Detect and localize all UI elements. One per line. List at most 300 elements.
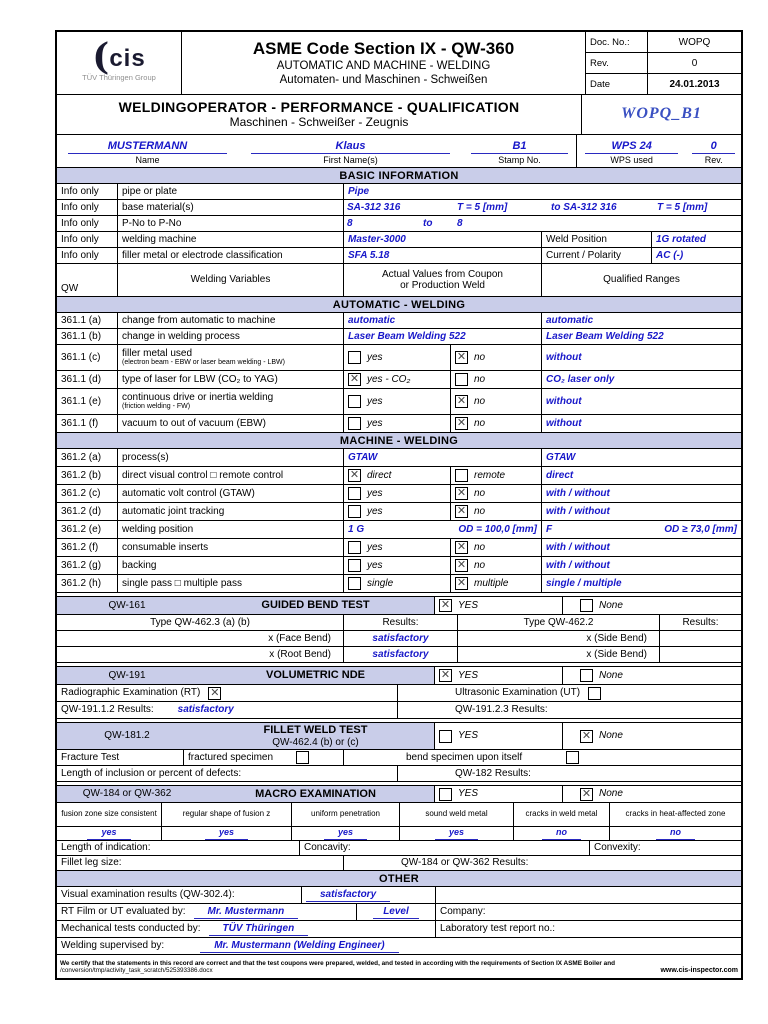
no-cell — [450, 539, 541, 556]
name-field[interactable]: MUSTERMANN — [68, 140, 227, 154]
qw-column-header: QW — [61, 282, 79, 294]
company-label: Company: — [435, 904, 741, 920]
bend-specimen-label: x (Side Bend) — [457, 647, 659, 662]
macro-criterion: sound weld metal — [399, 803, 513, 826]
nde-method-row — [57, 684, 741, 701]
mechanical-tests-value[interactable]: TÜV Thüringen — [209, 922, 309, 936]
yes-checkbox[interactable] — [439, 788, 452, 801]
rt-label: Radiographic Examination (RT) — [61, 687, 201, 699]
wps-rev-label: Rev. — [704, 154, 723, 165]
none-label: None — [599, 788, 623, 800]
website-link[interactable]: www.cis-inspector.com — [660, 966, 738, 974]
single-label: single — [367, 577, 394, 589]
wps-rev-field[interactable]: 0 — [692, 140, 735, 154]
qualified-position[interactable]: F — [546, 523, 553, 535]
yes-label: yes — [367, 541, 383, 553]
welding-supervised-row — [57, 937, 741, 954]
form-row-361-1-d — [57, 370, 741, 388]
yes-checkbox[interactable] — [348, 395, 361, 408]
qualified-range[interactable]: GTAW — [541, 449, 741, 466]
variable-label: automatic volt control (GTAW) — [117, 485, 343, 502]
remote-cell — [450, 467, 541, 484]
section-machine-welding: MACHINE - WELDING — [57, 432, 741, 448]
form-row-361-2-f — [57, 538, 741, 556]
yes-checkbox[interactable] — [439, 599, 452, 612]
yes-cell — [434, 667, 562, 684]
actual-values-column-header — [343, 264, 541, 296]
footer-line — [60, 967, 738, 974]
nde-results-row — [57, 701, 741, 718]
basic-row-pno — [57, 215, 741, 231]
heading-block — [57, 95, 581, 134]
variable-label: process(s) — [117, 449, 343, 466]
basic-row-filler-metal — [57, 247, 741, 263]
yes-checkbox[interactable] — [348, 373, 361, 386]
yes-cell — [343, 345, 450, 370]
logo-block — [57, 32, 181, 94]
name-label: Name — [135, 154, 160, 165]
info-only-tag: Info only — [61, 217, 99, 229]
form-row-361-1-c — [57, 344, 741, 370]
welding-supervised-cell — [57, 938, 741, 954]
wps-used-cell — [577, 135, 686, 167]
section-subtitle: QW-462.4 (b) or (c) — [272, 736, 359, 748]
no-checkbox[interactable] — [455, 541, 468, 554]
mechanical-tests-cell — [57, 921, 435, 937]
section-title: VOLUMETRIC NDE — [197, 667, 434, 684]
header-row — [57, 32, 741, 94]
remote-checkbox[interactable] — [455, 469, 468, 482]
no-checkbox[interactable] — [455, 417, 468, 430]
section-other: OTHER — [57, 870, 741, 886]
level-cell — [356, 904, 435, 920]
ut-label: Ultrasonic Examination (UT) — [455, 687, 581, 699]
qualified-range[interactable]: single / multiple — [541, 575, 741, 592]
macro-criterion: regular shape of fusion z — [161, 803, 291, 826]
empty-cell — [435, 887, 741, 903]
remote-label: remote — [474, 469, 506, 481]
welding-supervised-value[interactable]: Mr. Mustermann (Welding Engineer) — [200, 939, 398, 953]
macro-results-label: QW-184 or QW-362 Results: — [343, 856, 741, 870]
yes-label: yes — [367, 351, 383, 363]
bend-type-row — [57, 614, 741, 630]
form-row-361-2-h — [57, 574, 741, 592]
qualified-range[interactable]: with / without — [541, 485, 741, 502]
section-ref: QW-181.2 — [57, 723, 197, 749]
form-row-361-1-e — [57, 388, 741, 414]
qualified-range-cell — [541, 521, 741, 538]
wps-cell — [576, 135, 741, 167]
mechanical-tests-label: Mechanical tests conducted by: — [61, 923, 201, 935]
basic-row-base-material — [57, 199, 741, 215]
macro-value-cell — [609, 827, 741, 840]
current-polarity-value[interactable]: AC (-) — [651, 248, 741, 263]
variable-sublabel: (electron beam - EBW or laser beam welding - LBW) — [122, 359, 285, 367]
rt-evaluated-value[interactable]: Mr. Mustermann — [194, 905, 299, 919]
convexity-label: Convexity: — [589, 841, 741, 855]
macro-value[interactable]: yes — [205, 827, 248, 840]
rt-evaluated-row — [57, 903, 741, 920]
fracture-test-label: Fracture Test — [61, 751, 120, 763]
macro-value-cell — [57, 827, 161, 840]
yes-label: yes — [367, 559, 383, 571]
yes-label: yes - CO₂ — [367, 373, 411, 385]
qw182-results-label: QW-182 Results: — [397, 766, 741, 781]
document-title: ASME Code Section IX - QW-360 — [252, 39, 515, 58]
no-cell — [450, 345, 541, 370]
macro-fillet-row — [57, 855, 741, 870]
actual-value[interactable]: automatic — [343, 313, 541, 328]
none-checkbox[interactable] — [580, 669, 593, 682]
no-checkbox[interactable] — [455, 559, 468, 572]
rev-value: 0 — [691, 57, 698, 69]
bend-result-value[interactable]: satisfactory — [343, 647, 457, 662]
concavity-label: Concavity: — [299, 841, 589, 855]
yes-cell — [343, 503, 450, 520]
fractured-specimen-cell — [183, 750, 343, 765]
qualified-ranges-column-header: Qualified Ranges — [541, 264, 741, 296]
yes-cell — [343, 415, 450, 432]
yes-checkbox[interactable] — [348, 417, 361, 430]
bend-specimen-label: x (Face Bend) — [268, 632, 331, 644]
direct-checkbox[interactable] — [348, 469, 361, 482]
identity-row — [57, 134, 741, 167]
rt-results-label: QW-191.1.2 Results: — [61, 704, 154, 716]
macro-value[interactable]: no — [656, 827, 695, 840]
form-row-361-1-f — [57, 414, 741, 432]
stamp-no-cell — [463, 135, 576, 167]
yes-label: yes — [367, 487, 383, 499]
qualified-range[interactable]: with / without — [541, 503, 741, 520]
variable-label: single pass □ multiple pass — [117, 575, 343, 592]
single-cell — [343, 575, 450, 592]
multiple-cell — [450, 575, 541, 592]
variable-sublabel: (friction welding - FW) — [122, 403, 191, 411]
visual-exam-value[interactable]: satisfactory — [306, 888, 390, 902]
variable-label: consumable inserts — [117, 539, 343, 556]
visual-exam-label: Visual examination results (QW-302.4): — [61, 889, 235, 901]
none-cell — [562, 667, 741, 684]
lab-report-label: Laboratory test report no.: — [435, 921, 741, 937]
macro-value[interactable]: yes — [324, 827, 367, 840]
bend-result-value[interactable] — [659, 647, 741, 662]
qw-ref: 361.1 (b) — [61, 330, 102, 342]
variable-label: backing — [117, 557, 343, 574]
visual-exam-cell — [301, 887, 435, 903]
yes-checkbox[interactable] — [348, 351, 361, 364]
no-cell — [450, 371, 541, 388]
fillet-results-row — [57, 765, 741, 781]
fractured-specimen-checkbox[interactable] — [296, 751, 309, 764]
qualified-range[interactable]: with / without — [541, 539, 741, 556]
title-block — [181, 32, 585, 94]
qw-ref: 361.2 (a) — [61, 451, 102, 463]
column-header-row — [57, 263, 741, 296]
qualified-range[interactable]: CO₂ laser only — [541, 371, 741, 388]
ut-cell — [397, 685, 741, 701]
value-cell — [343, 216, 741, 231]
qw-ref: 361.2 (e) — [61, 523, 102, 535]
yes-cell — [343, 539, 450, 556]
qualified-range[interactable]: without — [541, 389, 741, 414]
bend-specimen-cell — [343, 750, 741, 765]
weld-position-label: Weld Position — [541, 232, 651, 247]
visual-examination-row — [57, 886, 741, 903]
doc-no-value: WOPQ — [678, 36, 711, 48]
qw-ref: 361.1 (f) — [61, 417, 99, 429]
fractured-specimen-label: fractured specimen — [188, 751, 274, 763]
volumetric-nde-header — [57, 666, 741, 684]
macro-indication-row — [57, 840, 741, 855]
rt-results-cell — [57, 702, 397, 718]
yes-label: YES — [458, 730, 479, 742]
qualified-range[interactable]: without — [541, 345, 741, 370]
variable-label: filler metal used — [122, 347, 193, 359]
yes-label: YES — [458, 669, 479, 681]
no-checkbox[interactable] — [455, 505, 468, 518]
value-field[interactable]: SFA 5.18 — [343, 248, 541, 263]
welding-supervised-label: Welding supervised by: — [61, 940, 165, 952]
no-checkbox[interactable] — [455, 395, 468, 408]
none-label: None — [599, 599, 623, 611]
yes-checkbox[interactable] — [348, 559, 361, 572]
no-cell — [450, 389, 541, 414]
guided-bend-test-header — [57, 596, 741, 614]
value-field[interactable]: Master-3000 — [343, 232, 541, 247]
multiple-checkbox[interactable] — [455, 577, 468, 590]
bend-result-value[interactable]: satisfactory — [343, 631, 457, 646]
actual-values-line2: or Production Weld — [400, 280, 485, 291]
form-row-361-2-g — [57, 556, 741, 574]
inclusion-length-label: Length of inclusion or percent of defects: — [61, 767, 242, 779]
value-field[interactable]: to — [423, 217, 433, 229]
no-label: no — [474, 417, 486, 429]
no-label: no — [474, 541, 486, 553]
qw-ref: 361.2 (g) — [61, 559, 102, 571]
first-name-cell — [238, 135, 463, 167]
macro-criteria-header-row — [57, 802, 741, 826]
macro-criterion: cracks in weld metal — [513, 803, 609, 826]
info-only-tag: Info only — [61, 233, 99, 245]
no-label: no — [474, 505, 486, 517]
rt-evaluated-label: RT Film or UT evaluated by: — [61, 906, 186, 918]
section-automatic-welding: AUTOMATIC - WELDING — [57, 296, 741, 312]
bend-specimen-checkbox[interactable] — [566, 751, 579, 764]
yes-cell — [343, 371, 450, 388]
form-row-361-1-b — [57, 328, 741, 344]
no-label: no — [474, 395, 486, 407]
yes-label: YES — [458, 599, 479, 611]
actual-value[interactable]: GTAW — [343, 449, 541, 466]
bend-row-face — [57, 630, 741, 646]
section-title: FILLET WELD TEST — [263, 723, 368, 736]
section-title-cell — [197, 723, 434, 749]
macro-examination-header — [57, 785, 741, 802]
section-title: MACRO EXAMINATION — [197, 786, 434, 802]
yes-label: yes — [367, 505, 383, 517]
rt-results-value[interactable]: satisfactory — [177, 704, 234, 716]
none-cell — [562, 786, 741, 802]
bend-specimen-label: x (Root Bend) — [269, 648, 331, 660]
rt-evaluated-cell — [57, 904, 356, 920]
yes-checkbox[interactable] — [439, 669, 452, 682]
no-checkbox[interactable] — [455, 487, 468, 500]
stamp-no-field[interactable]: B1 — [471, 140, 568, 154]
yes-checkbox[interactable] — [348, 505, 361, 518]
form-row-361-1-a — [57, 312, 741, 328]
document-subtitle-de: Automaten- und Maschinen - Schweißen — [279, 73, 488, 86]
no-label: no — [474, 487, 486, 499]
macro-value-cell — [399, 827, 513, 840]
yes-checkbox[interactable] — [348, 487, 361, 500]
qualified-range[interactable]: Laser Beam Welding 522 — [541, 329, 741, 344]
wps-used-field[interactable]: WPS 24 — [585, 140, 678, 154]
fillet-weld-test-header — [57, 722, 741, 749]
form-row-361-2-b — [57, 466, 741, 484]
info-only-tag: Info only — [61, 201, 99, 213]
ut-checkbox[interactable] — [588, 687, 601, 700]
none-cell — [562, 723, 741, 749]
value-field[interactable]: to SA-312 316 — [551, 201, 617, 213]
actual-value[interactable]: Laser Beam Welding 522 — [343, 329, 541, 344]
no-label: no — [474, 373, 486, 385]
actual-values-line1: Actual Values from Coupon — [382, 268, 503, 280]
qw-ref: 361.2 (d) — [61, 505, 102, 517]
position-value[interactable]: 1 G — [348, 523, 365, 535]
footer-block — [57, 954, 741, 978]
qualified-od[interactable]: OD ≥ 73,0 [mm] — [664, 523, 737, 535]
row-label: welding machine — [117, 232, 343, 247]
section-ref: QW-184 or QW-362 — [57, 786, 197, 802]
rt-cell — [57, 685, 397, 701]
macro-value[interactable]: yes — [435, 827, 478, 840]
stamp-value[interactable]: WOPQ_B1 — [621, 105, 702, 123]
row-label: filler metal or electrode classification — [117, 248, 343, 263]
no-cell — [450, 503, 541, 520]
value-field[interactable]: Pipe — [343, 184, 741, 199]
macro-value-cell — [513, 827, 609, 840]
yes-cell — [343, 389, 450, 414]
direct-label: direct — [367, 469, 392, 481]
variable-label: welding position — [117, 521, 343, 538]
form-heading: WELDINGOPERATOR - PERFORMANCE - QUALIFICATION — [118, 99, 520, 116]
basic-row-pipe — [57, 183, 741, 199]
cis-logo — [92, 35, 146, 78]
bend-specimen-label: bend specimen upon itself — [406, 751, 523, 763]
bend-row-root — [57, 646, 741, 662]
no-checkbox[interactable] — [455, 373, 468, 386]
macro-value[interactable]: no — [542, 827, 581, 840]
no-checkbox[interactable] — [455, 351, 468, 364]
qw-ref: 361.2 (f) — [61, 541, 99, 553]
ut-results-label: QW-191.2.3 Results: — [455, 704, 548, 716]
value-field[interactable]: SA-312 316 — [347, 201, 401, 213]
macro-criterion: uniform penetration — [291, 803, 399, 826]
logo-subtitle: TÜV Thüringen Group — [82, 72, 156, 82]
rev-row — [586, 52, 741, 73]
none-checkbox[interactable] — [580, 730, 593, 743]
yes-cell — [434, 723, 562, 749]
weld-position-value[interactable]: 1G rotated — [651, 232, 741, 247]
ut-results-cell — [397, 702, 741, 718]
row-label: P-No to P-No — [117, 216, 343, 231]
value-field[interactable]: T = 5 [mm] — [657, 201, 708, 213]
cis-logo-text: cis — [109, 44, 146, 72]
yes-label: YES — [458, 788, 479, 800]
macro-value[interactable]: yes — [87, 827, 130, 840]
value-cell — [343, 200, 741, 215]
qw-ref: 361.1 (a) — [61, 314, 102, 326]
yes-cell — [343, 557, 450, 574]
qw-ref: 361.1 (c) — [61, 351, 101, 363]
variable-label: change from automatic to machine — [117, 313, 343, 328]
variable-label: direct visual control □ remote control — [117, 467, 343, 484]
yes-checkbox[interactable] — [439, 730, 452, 743]
results-label: Results: — [659, 615, 741, 630]
variable-label: vacuum to out of vacuum (EBW) — [117, 415, 343, 432]
qualified-range[interactable]: automatic — [541, 313, 741, 328]
direct-cell — [343, 467, 450, 484]
stamp-no-label: Stamp No. — [498, 154, 541, 165]
qualified-range[interactable]: without — [541, 415, 741, 432]
single-checkbox[interactable] — [348, 577, 361, 590]
qw-ref: 361.2 (h) — [61, 577, 102, 589]
qw-ref: 361.2 (b) — [61, 469, 102, 481]
macro-criterion: fusion zone size consistent — [61, 809, 157, 819]
date-value: 24.01.2013 — [669, 78, 720, 90]
rt-checkbox[interactable] — [208, 687, 221, 700]
first-name-field[interactable]: Klaus — [251, 140, 451, 154]
first-name-label: First Name(s) — [323, 154, 378, 165]
qw-ref: 361.1 (d) — [61, 373, 102, 385]
yes-checkbox[interactable] — [348, 541, 361, 554]
macro-value-cell — [291, 827, 399, 840]
rev-label: Rev. — [586, 53, 648, 73]
none-cell — [562, 597, 741, 614]
yes-label: yes — [367, 395, 383, 407]
doc-info-box — [585, 32, 741, 94]
mechanical-tests-row — [57, 920, 741, 937]
date-label: Date — [586, 74, 648, 94]
od-value[interactable]: OD = 100,0 [mm] — [458, 523, 537, 535]
qualification-form — [55, 30, 743, 980]
macro-criterion: cracks in heat-affected zone — [609, 803, 741, 826]
macro-value-cell — [161, 827, 291, 840]
none-label: None — [599, 669, 623, 681]
variable-label-cell — [117, 389, 343, 414]
name-cell — [57, 135, 238, 167]
variable-label: automatic joint tracking — [117, 503, 343, 520]
bend-result-value[interactable] — [659, 631, 741, 646]
doc-no-label: Doc. No.: — [586, 32, 648, 52]
level-label[interactable]: Level — [373, 905, 419, 919]
none-checkbox[interactable] — [580, 599, 593, 612]
no-label: no — [474, 351, 486, 363]
value-field[interactable]: T = 5 [mm] — [457, 201, 508, 213]
value-field[interactable]: 8 — [347, 217, 353, 229]
section-title: GUIDED BEND TEST — [197, 597, 434, 614]
none-checkbox[interactable] — [580, 788, 593, 801]
file-path: /conversion/tmp/activity_task_scratch/525393386.docx — [60, 966, 213, 974]
qualified-range[interactable]: with / without — [541, 557, 741, 574]
form-row-361-2-d — [57, 502, 741, 520]
qw-ref: 361.2 (c) — [61, 487, 101, 499]
value-field[interactable]: 8 — [457, 217, 463, 229]
info-only-tag: Info only — [61, 249, 99, 261]
variable-label: continuous drive or inertia welding — [122, 391, 274, 403]
yes-cell — [434, 597, 562, 614]
qualified-range[interactable]: direct — [541, 467, 741, 484]
